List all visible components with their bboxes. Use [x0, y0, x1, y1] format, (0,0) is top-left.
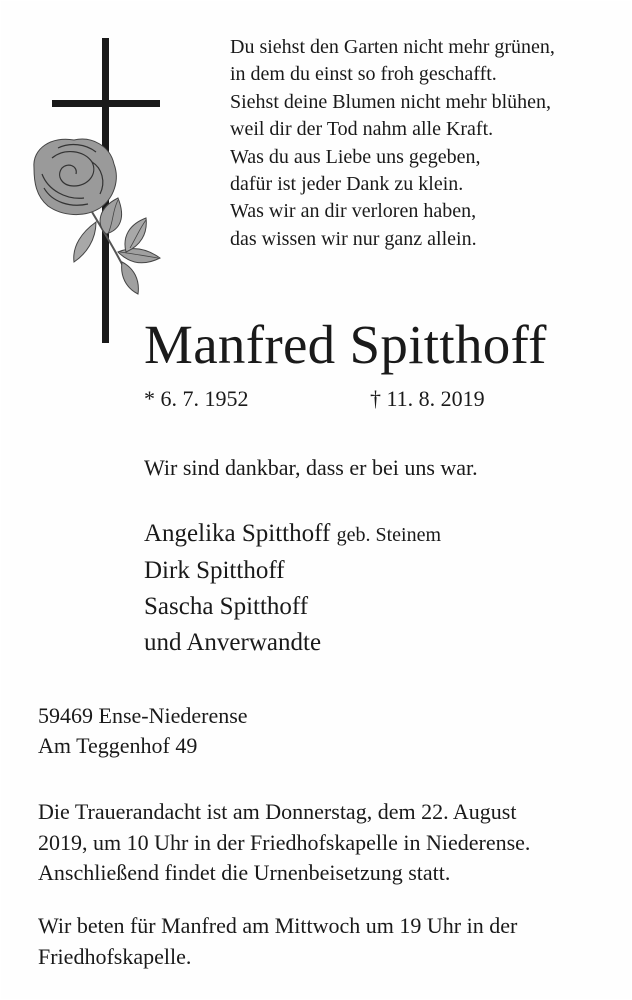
- maiden-name: geb. Steinem: [336, 524, 442, 546]
- birth-date: * 6. 7. 1952: [144, 386, 249, 411]
- poem-line: Was du aus Liebe uns gegeben,: [230, 145, 481, 168]
- service-announcement: [38, 797, 530, 889]
- prayer-line: Friedhofskapelle.: [38, 943, 192, 969]
- poem-line: das wissen wir nur ganz allein.: [230, 227, 477, 250]
- death-date: † 11. 8. 2019: [370, 386, 485, 411]
- poem-line: Siehst deine Blumen nicht mehr blühen,: [230, 90, 552, 113]
- mourner-name: Angelika Spitthoff: [144, 520, 331, 547]
- service-line: 2019, um 10 Uhr in der Friedhofskapelle in Niederense.: [38, 829, 531, 855]
- mourners-list: [144, 516, 441, 661]
- address-line: Am Teggenhof 49: [38, 733, 198, 758]
- mourner: und Anverwandte: [144, 629, 322, 656]
- poem: [230, 34, 555, 253]
- rose-icon: [22, 128, 192, 298]
- service-line: Anschließend findet die Urnenbeisetzung statt.: [38, 860, 451, 885]
- cross-icon-horizontal: [52, 100, 160, 107]
- prayer-line: Wir beten für Manfred am Mittwoch um 19 Uhr in der: [38, 913, 518, 938]
- poem-line: weil dir der Tod nahm alle Kraft.: [230, 118, 494, 141]
- mourner: Dirk Spitthoff: [144, 557, 285, 584]
- poem-line: dafür ist jeder Dank zu klein.: [230, 173, 464, 196]
- address-line: 59469 Ense-Niederense: [38, 703, 248, 728]
- service-line: Die Trauerandacht ist am Donnerstag, dem 22. August: [38, 799, 517, 824]
- deceased-name: Manfred Spitthoff: [144, 314, 547, 375]
- mourner: [144, 516, 441, 553]
- poem-line: Du siehst den Garten nicht mehr grünen,: [230, 36, 555, 58]
- mourner: Sascha Spitthoff: [144, 593, 309, 620]
- thanks-line: Wir sind dankbar, dass er bei uns war.: [144, 455, 478, 480]
- prayer-announcement: [38, 911, 517, 972]
- poem-line: in dem du einst so froh geschafft.: [230, 63, 497, 86]
- poem-line: Was wir an dir verloren haben,: [230, 200, 477, 223]
- address: [38, 701, 248, 761]
